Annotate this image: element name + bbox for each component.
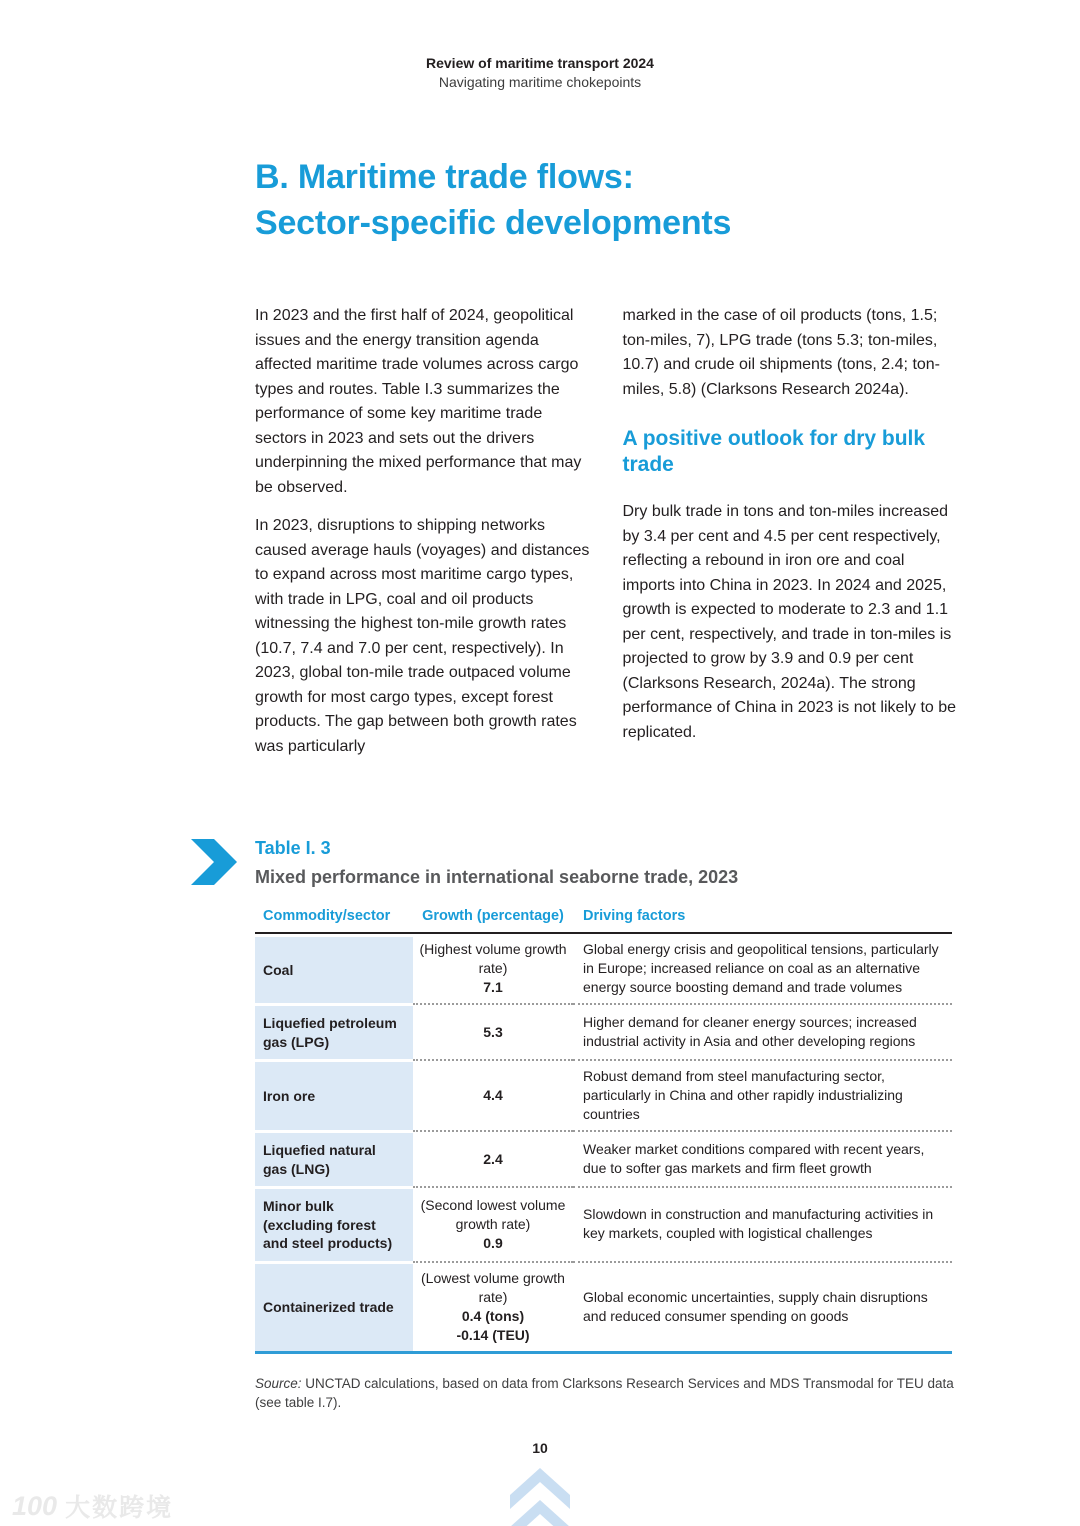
paragraph: In 2023, disruptions to shipping networks caused average hauls (voyages) and distances to expand across most maritime cargo types, with trade in LPG, coal and oil products witnessing the highest ton-mile growth rates (10.7, 7.4 and 7.0 per cent, respectively). In 2023, global ton-mile trade outpaced volume growth for most cargo types, except forest products. The gap between both growth rates was particularly (255, 517, 590, 755)
table-title: Mixed performance in international seaborne trade, 2023 (255, 867, 739, 887)
driving-factors-cell: Slowdown in construction and manufacturing activities in key markets, coupled with logistical challenges (573, 1186, 952, 1261)
growth-note: (Second lowest volume growth rate) (420, 1196, 566, 1232)
growth-value: 4.4 (483, 1087, 503, 1103)
table-block (255, 837, 959, 1413)
commodity-cell: Liquefied petroleum gas (LPG) (255, 1003, 413, 1059)
table-row (255, 1186, 952, 1261)
driving-factors-cell: Global energy crisis and geopolitical tensions, particularly in Europe; increased reliance on coal as an alternative energy source boosting demand and trade volumes (583, 941, 939, 995)
growth-value: 5.3 (483, 1023, 503, 1040)
growth-cell (413, 1130, 573, 1186)
chevron-right-icon (191, 839, 237, 885)
report-title: Review of maritime transport 2024 (426, 55, 654, 71)
driving-factors-cell: Robust demand from steel manufacturing sector, particularly in China and other rapidly industrializing countries (573, 1059, 952, 1130)
paragraph: In 2023 and the first half of 2024, geopolitical issues and the energy transition agenda affected maritime trade volumes across cargo types and routes. Table I.3 summarizes the performance of some key maritime trade sectors in 2023 and sets out the drivers underpinning the mixed performance that may be observed. (255, 307, 582, 496)
body-columns (255, 304, 959, 773)
column-header-factors: Driving factors (583, 908, 686, 924)
watermark-logo: 100 (12, 1490, 58, 1521)
table-header-row (255, 908, 952, 934)
source-text: UNCTAD calculations, based on data from Clarksons Research Services and MDS Transmodal for TEU data (see table I.7). (255, 1375, 954, 1410)
growth-value-teu: -0.14 (TEU) (456, 1326, 530, 1343)
report-subtitle: Navigating maritime chokepoints (438, 74, 642, 90)
growth-value: 0.4 (tons) (461, 1307, 525, 1324)
growth-cell (413, 1186, 573, 1261)
commodity-cell: Liquefied natural gas (LNG) (255, 1130, 413, 1186)
growth-note: (Highest volume growth rate) (419, 941, 567, 976)
right-column (623, 304, 960, 773)
subsection-heading: A positive outlook for dry bulk trade (622, 427, 926, 476)
paragraph: marked in the case of oil products (tons, 1.5; ton-miles, 7), LPG trade (tons 5.3; ton-miles, 10.7) and crude oil shipments (tons, 2.4; ton-miles, 5.8) (Clarksons Research 2024a). (622, 307, 941, 398)
growth-value: 7.1 (483, 979, 503, 995)
commodity-cell: Coal (255, 934, 413, 1003)
running-header (0, 0, 1080, 92)
growth-value: 0.9 (483, 1234, 503, 1251)
table-row (255, 1059, 952, 1130)
section-title-line2: Sector-specific developments (255, 204, 732, 242)
growth-note: (Lowest volume growth rate) (421, 1269, 565, 1305)
table-caption (255, 837, 959, 888)
growth-cell (413, 1261, 573, 1351)
table-row (255, 1130, 952, 1186)
chevron-up-icon (510, 1468, 570, 1526)
table-row (255, 1003, 952, 1059)
commodity-cell: Minor bulk (excluding forest and steel products) (255, 1186, 413, 1261)
table-row (255, 1261, 952, 1351)
source-note (255, 1374, 955, 1413)
data-table (255, 908, 952, 1354)
paragraph: Dry bulk trade in tons and ton-miles increased by 3.4 per cent and 4.5 per cent respectively, reflecting a rebound in iron ore and coal imports into China in 2023. In 2024 and 2025, growth is expected to moderate to 2.3 and 1.1 per cent, respectively, and trade in ton-miles is projected to grow by 3.9 and 0.9 per cent (Clarksons Research, 2024a). The strong performance of China in 2023 is not likely to be replicated. (622, 503, 957, 741)
left-column (255, 304, 592, 773)
growth-value: 2.4 (483, 1150, 503, 1167)
driving-factors-cell: Weaker market conditions compared with recent years, due to softer gas markets and firm fleet growth (573, 1130, 952, 1186)
commodity-cell: Containerized trade (255, 1261, 413, 1351)
section-title (255, 154, 959, 246)
table-row (255, 934, 952, 1003)
column-header-growth: Growth (percentage) (422, 908, 564, 924)
page-content (255, 154, 959, 1413)
commodity-cell: Iron ore (255, 1059, 413, 1130)
growth-cell (413, 934, 573, 1003)
table-label: Table I. 3 (255, 838, 331, 858)
growth-cell (413, 1003, 573, 1059)
page-number: 10 (532, 1440, 548, 1456)
watermark (12, 1488, 173, 1524)
driving-factors-cell: Higher demand for cleaner energy sources; increased industrial activity in Asia and other developing regions (573, 1003, 952, 1059)
watermark-text: 大数跨境 (65, 1494, 174, 1522)
section-title-line1: B. Maritime trade flows: (255, 158, 634, 196)
column-header-commodity: Commodity/sector (263, 908, 391, 924)
source-label: Source: (255, 1375, 302, 1391)
growth-cell (413, 1059, 573, 1130)
driving-factors-cell: Global economic uncertainties, supply chain disruptions and reduced consumer spending on goods (573, 1261, 952, 1351)
